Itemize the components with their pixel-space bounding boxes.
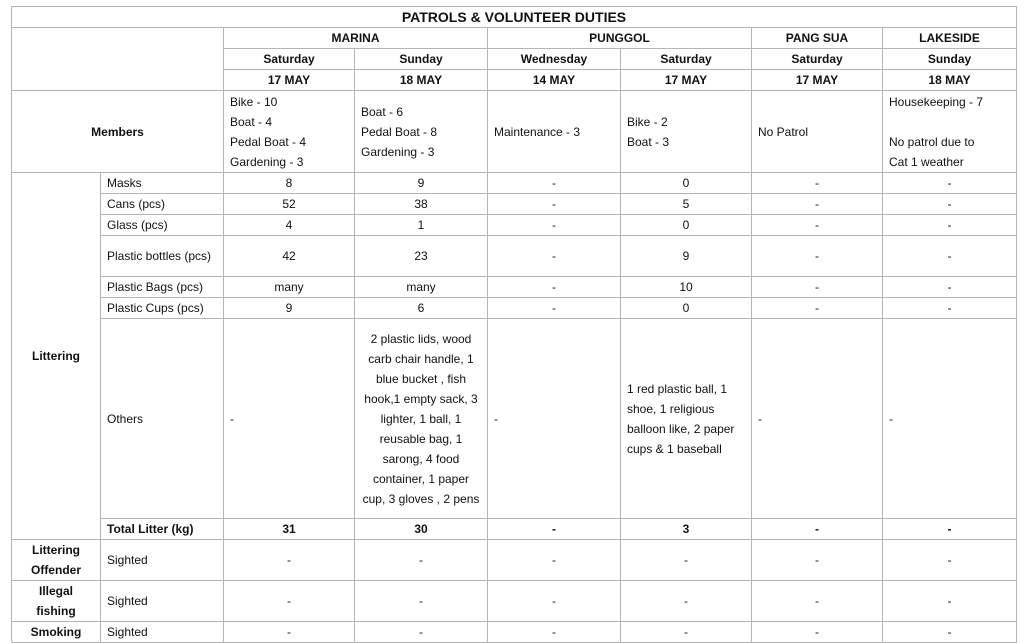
value-cell: -	[224, 581, 355, 622]
row-label: Sighted	[101, 622, 224, 643]
table-row	[12, 298, 1017, 319]
value-cell: -	[883, 194, 1017, 215]
day-cell: Saturday	[621, 49, 752, 70]
value-cell: 5	[621, 194, 752, 215]
members-label: Members	[12, 91, 224, 173]
value-cell: 0	[621, 215, 752, 236]
offender-row	[12, 540, 1017, 581]
members-cell: Bike - 10 Boat - 4 Pedal Boat - 4 Gardening - 3	[224, 91, 355, 173]
table-row	[12, 236, 1017, 277]
members-cell: Maintenance - 3	[488, 91, 621, 173]
value-cell: 9	[621, 236, 752, 277]
date-cell: 17 MAY	[752, 70, 883, 91]
date-cell: 18 MAY	[355, 70, 488, 91]
members-row	[12, 91, 1017, 173]
value-cell: -	[488, 298, 621, 319]
day-cell: Sunday	[883, 49, 1017, 70]
day-cell: Saturday	[752, 49, 883, 70]
value-cell: -	[883, 277, 1017, 298]
date-cell: 17 MAY	[621, 70, 752, 91]
value-cell: -	[621, 622, 752, 643]
location-marina: MARINA	[224, 28, 488, 49]
others-cell: -	[752, 319, 883, 519]
location-pang-sua: PANG SUA	[752, 28, 883, 49]
others-row	[12, 319, 1017, 519]
value-cell: 8	[224, 173, 355, 194]
value-cell: -	[883, 173, 1017, 194]
row-label: Sighted	[101, 581, 224, 622]
smoking-row	[12, 622, 1017, 643]
value-cell: -	[488, 194, 621, 215]
value-cell: many	[355, 277, 488, 298]
value-cell: -	[621, 540, 752, 581]
value-cell: 23	[355, 236, 488, 277]
value-cell: -	[752, 540, 883, 581]
date-cell: 14 MAY	[488, 70, 621, 91]
table-title: PATROLS & VOLUNTEER DUTIES	[12, 7, 1017, 28]
value-cell: 38	[355, 194, 488, 215]
value-cell: 6	[355, 298, 488, 319]
value-cell: 0	[621, 298, 752, 319]
value-cell: -	[355, 581, 488, 622]
value-cell: -	[488, 277, 621, 298]
header-corner	[12, 28, 224, 91]
table-row	[12, 277, 1017, 298]
value-cell: -	[883, 581, 1017, 622]
members-cell: No Patrol	[752, 91, 883, 173]
table-row	[12, 173, 1017, 194]
value-cell: -	[752, 622, 883, 643]
value-cell: -	[752, 298, 883, 319]
row-label: Others	[101, 319, 224, 519]
total-cell: 3	[621, 519, 752, 540]
value-cell: -	[883, 622, 1017, 643]
row-label: Plastic Cups (pcs)	[101, 298, 224, 319]
value-cell: -	[488, 236, 621, 277]
members-cell: Bike - 2 Boat - 3	[621, 91, 752, 173]
illegal-fishing-label: Illegal fishing	[12, 581, 101, 622]
value-cell: 9	[355, 173, 488, 194]
row-label: Cans (pcs)	[101, 194, 224, 215]
location-row	[12, 28, 1017, 49]
value-cell: -	[883, 236, 1017, 277]
value-cell: -	[621, 581, 752, 622]
value-cell: 42	[224, 236, 355, 277]
value-cell: -	[883, 540, 1017, 581]
total-cell: -	[488, 519, 621, 540]
others-cell: -	[224, 319, 355, 519]
others-cell: -	[883, 319, 1017, 519]
value-cell: -	[752, 194, 883, 215]
value-cell: -	[488, 622, 621, 643]
value-cell: 4	[224, 215, 355, 236]
value-cell: 0	[621, 173, 752, 194]
row-label: Plastic Bags (pcs)	[101, 277, 224, 298]
value-cell: -	[752, 173, 883, 194]
value-cell: -	[488, 215, 621, 236]
date-cell: 18 MAY	[883, 70, 1017, 91]
offender-label: Littering Offender	[12, 540, 101, 581]
value-cell: 10	[621, 277, 752, 298]
value-cell: -	[883, 215, 1017, 236]
value-cell: 52	[224, 194, 355, 215]
value-cell: 1	[355, 215, 488, 236]
total-cell: 30	[355, 519, 488, 540]
value-cell: 9	[224, 298, 355, 319]
smoking-label: Smoking	[12, 622, 101, 643]
location-punggol: PUNGGOL	[488, 28, 752, 49]
location-lakeside: LAKESIDE	[883, 28, 1017, 49]
value-cell: -	[752, 215, 883, 236]
value-cell: -	[488, 540, 621, 581]
value-cell: -	[224, 540, 355, 581]
value-cell: many	[224, 277, 355, 298]
table-row	[12, 194, 1017, 215]
littering-label: Littering	[12, 173, 101, 540]
others-cell: -	[488, 319, 621, 519]
day-cell: Saturday	[224, 49, 355, 70]
row-label: Sighted	[101, 540, 224, 581]
members-cell: Boat - 6 Pedal Boat - 8 Gardening - 3	[355, 91, 488, 173]
total-cell: -	[752, 519, 883, 540]
total-label: Total Litter (kg)	[101, 519, 224, 540]
total-row	[12, 519, 1017, 540]
others-cell: 2 plastic lids, wood carb chair handle, 1 blue bucket , fish hook,1 empty sack, 3 lighter, 1 ball, 1 reusable bag, 1 sarong, 4 food container, 1 paper cup, 3 gloves , 2 pens	[355, 319, 488, 519]
value-cell: -	[224, 622, 355, 643]
total-cell: -	[883, 519, 1017, 540]
value-cell: -	[752, 277, 883, 298]
value-cell: -	[355, 540, 488, 581]
day-cell: Wednesday	[488, 49, 621, 70]
date-cell: 17 MAY	[224, 70, 355, 91]
value-cell: -	[883, 298, 1017, 319]
row-label: Glass (pcs)	[101, 215, 224, 236]
row-label: Plastic bottles (pcs)	[101, 236, 224, 277]
row-label: Masks	[101, 173, 224, 194]
illegal-fishing-row	[12, 581, 1017, 622]
value-cell: -	[488, 581, 621, 622]
title-row	[12, 7, 1017, 28]
total-cell: 31	[224, 519, 355, 540]
members-cell: Housekeeping - 7 No patrol due to Cat 1 weather	[883, 91, 1017, 173]
day-cell: Sunday	[355, 49, 488, 70]
others-cell: 1 red plastic ball, 1 shoe, 1 religious balloon like, 2 paper cups & 1 baseball	[621, 319, 752, 519]
value-cell: -	[355, 622, 488, 643]
value-cell: -	[752, 581, 883, 622]
value-cell: -	[488, 173, 621, 194]
value-cell: -	[752, 236, 883, 277]
table-row	[12, 215, 1017, 236]
patrol-duties-table	[11, 6, 1017, 643]
